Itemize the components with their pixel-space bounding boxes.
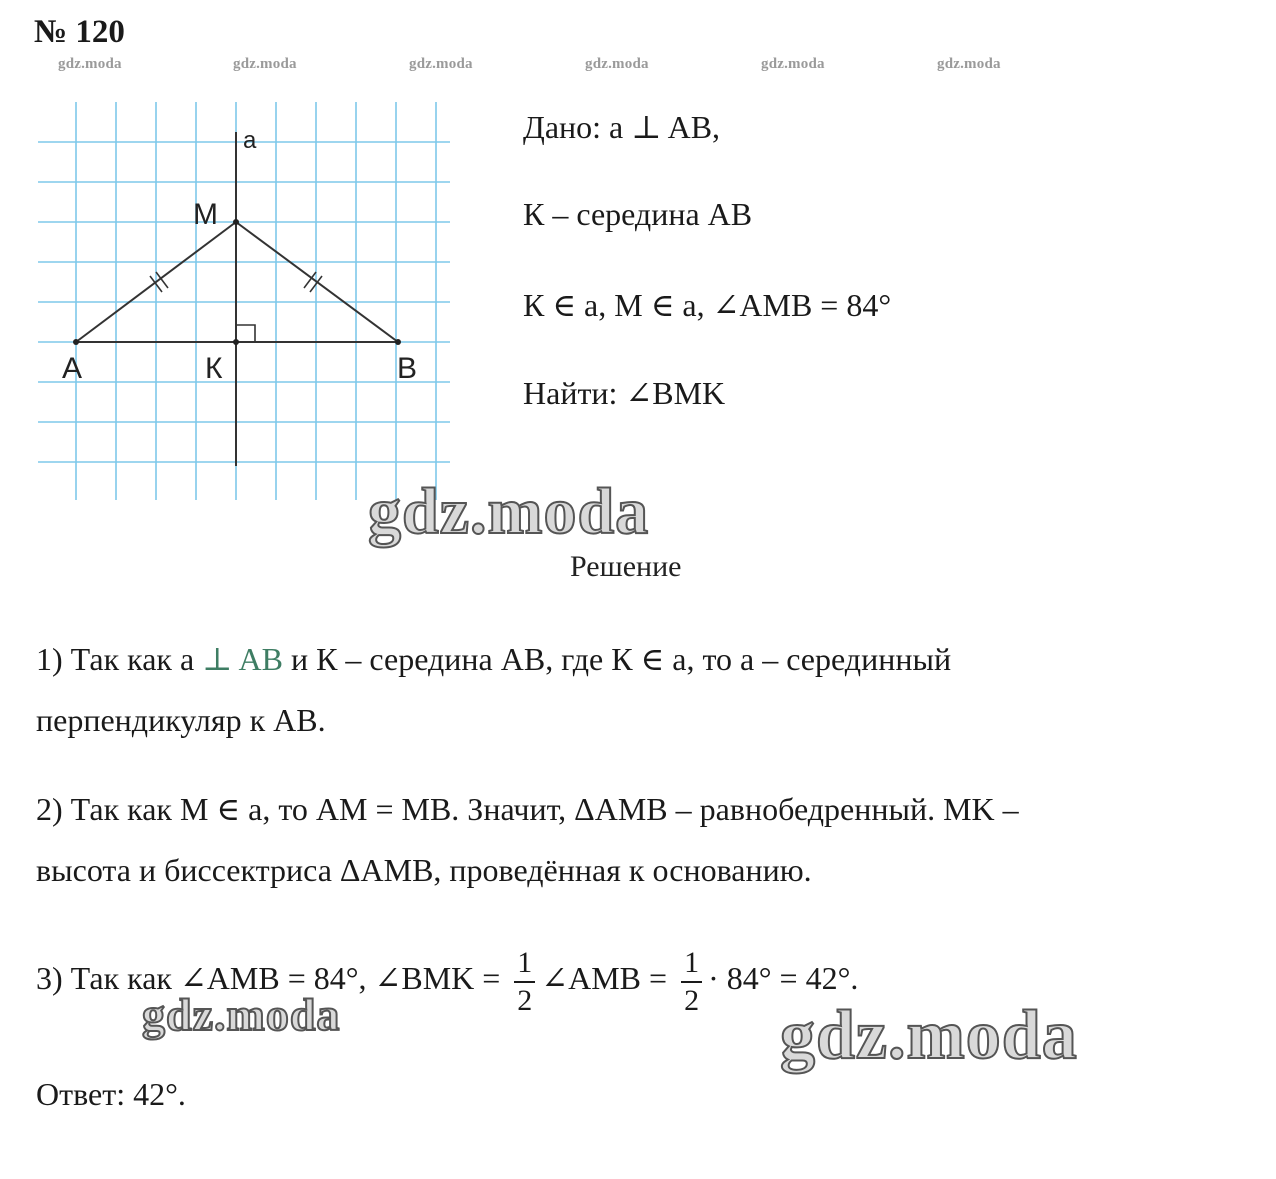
find-line: Найти: ∠BMK — [523, 375, 726, 411]
step-2-line-1: 2) Так как M ∈ a, то AM = MB. Значит, ΔAMB – равнобедренный. MK – — [36, 791, 1019, 827]
geometry-figure — [0, 0, 470, 510]
label-k: К — [205, 352, 223, 385]
step-3-text: ∠AMB = — [541, 960, 668, 996]
step-3-text: · 84° = 42°. — [708, 960, 859, 996]
watermark-small: gdz.moda — [937, 56, 1001, 72]
watermark-small: gdz.moda — [585, 56, 649, 72]
watermark-small: gdz.moda — [409, 56, 473, 72]
step-2-line-2: высота и биссектриса ΔAMB, проведённая к основанию. — [36, 852, 812, 888]
point-m — [233, 219, 239, 225]
right-angle-mark — [236, 325, 255, 342]
label-m: M — [193, 198, 218, 231]
watermark-large: gdz.moda — [142, 989, 341, 1040]
fraction-one-half: $\frac{1}{2}$ — [514, 948, 535, 1016]
problem-number: № 120 — [34, 14, 125, 50]
step-1-line-2: перпендикуляр к AB. — [36, 702, 326, 738]
label-a: A — [62, 352, 83, 385]
solution-heading: Решение — [570, 550, 682, 583]
given-line-1: Дано: a ⊥ AB, — [523, 109, 721, 145]
point-a — [73, 339, 79, 345]
given-line-3: К ∈ a, M ∈ a, ∠AMB = 84° — [523, 287, 892, 323]
watermark-small: gdz.moda — [761, 56, 825, 72]
step-1-highlight: ⊥ AB — [202, 641, 283, 677]
step-1-text: и К – середина AB, где К ∈ a, то a – серединный — [282, 641, 952, 677]
step-1-text: 1) Так как a — [36, 641, 203, 677]
watermark-large: gdz.moda — [780, 997, 1078, 1074]
watermark-small: gdz.moda — [58, 56, 122, 72]
given-line-2: К – середина AB — [523, 196, 753, 232]
step-3-text: 3) Так как ∠AMB = 84°, ∠BMK = — [36, 960, 501, 996]
watermark-small: gdz.moda — [233, 56, 297, 72]
point-k — [233, 339, 239, 345]
label-b: B — [397, 352, 418, 385]
watermark-large: gdz.moda — [368, 475, 650, 548]
answer: Ответ: 42°. — [36, 1076, 186, 1112]
fraction-one-half: $\frac{1}{2}$ — [681, 948, 702, 1016]
step-1-line-1 — [36, 640, 951, 678]
grid — [38, 102, 450, 500]
point-b — [395, 339, 401, 345]
label-line-a: a — [243, 127, 257, 154]
